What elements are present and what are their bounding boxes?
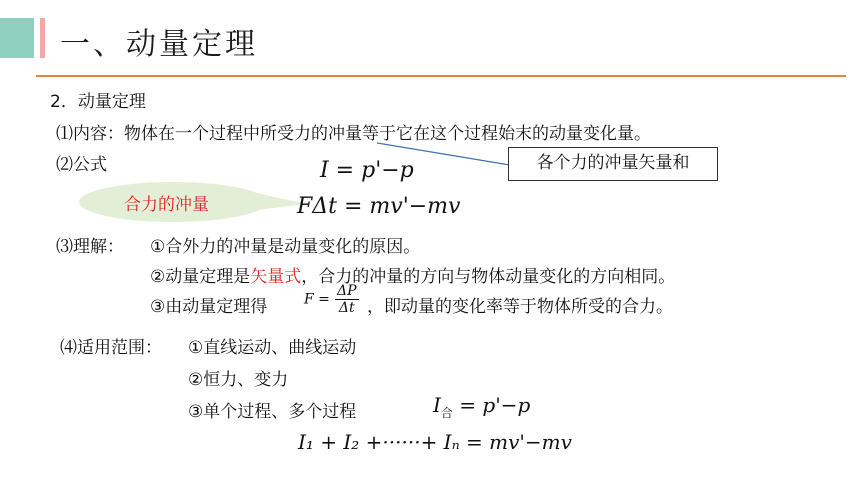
section-heading: 2．动量定理 bbox=[50, 92, 146, 112]
understanding-point-3-suffix: ，即动量的变化率等于物体所受的合力。 bbox=[367, 297, 673, 317]
content-definition: ⑴内容：物体在一个过程中所受力的冲量等于它在这个过程始末的动量变化量。 bbox=[56, 124, 651, 144]
formula-theorem: FΔt = mv'−mv bbox=[297, 194, 461, 219]
formula-net-impulse-subscript: 合 bbox=[440, 406, 453, 420]
formula-net-impulse-rhs: = p'−p bbox=[452, 393, 531, 417]
scope-point-3: ③单个过程、多个过程 bbox=[188, 402, 357, 422]
understanding-point-1: ①合外力的冲量是动量变化的原因。 bbox=[150, 237, 421, 257]
rate-formula-denominator: Δt bbox=[338, 300, 355, 316]
understanding-point-2 bbox=[150, 262, 675, 287]
callout-net-impulse-text: 合力的冲量 bbox=[124, 195, 209, 215]
rate-formula-lhs: F = bbox=[304, 291, 330, 308]
rate-formula-fraction bbox=[335, 283, 359, 316]
formula-net-impulse-symbol: I bbox=[433, 393, 441, 417]
understanding-point-2-suffix: ，合力的冲量的方向与物体动量变化的方向相同。 bbox=[301, 267, 676, 287]
formula-label: ⑵公式 bbox=[56, 155, 107, 175]
rate-formula-numerator: ΔP bbox=[337, 283, 357, 299]
formula-impulse: I = p'−p bbox=[320, 158, 414, 183]
formula-net-impulse bbox=[433, 393, 530, 421]
formula-sum-of-impulses: I₁ + I₂ +······+ Iₙ = mv'−mv bbox=[298, 430, 572, 454]
callout-vector-sum: 各个力的冲量矢量和 bbox=[508, 147, 718, 181]
rate-formula bbox=[304, 283, 359, 316]
understanding-label: ⑶理解： bbox=[56, 237, 124, 257]
understanding-point-3-prefix: ③由动量定理得 bbox=[150, 297, 268, 317]
vector-equation-highlight: 矢量式 bbox=[250, 267, 302, 287]
understanding-point-2-prefix: ②动量定理是 bbox=[150, 267, 251, 287]
scope-point-2: ②恒力、变力 bbox=[188, 370, 289, 390]
page-title: 一、动量定理 bbox=[60, 27, 258, 62]
scope-point-1: ①直线运动、曲线运动 bbox=[188, 338, 357, 358]
scope-label: ⑷适用范围： bbox=[60, 338, 162, 358]
